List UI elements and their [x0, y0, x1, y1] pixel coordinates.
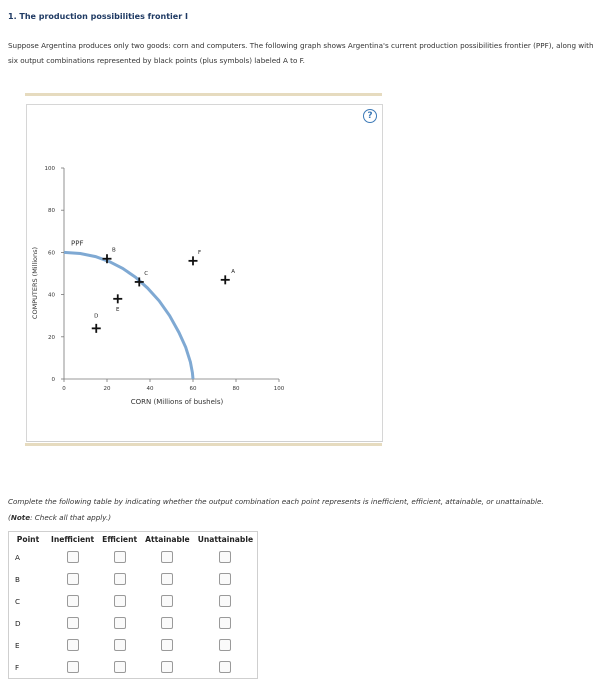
point-label: D — [15, 618, 21, 628]
unattainable-checkbox[interactable] — [219, 639, 231, 651]
efficient-cell — [98, 612, 141, 634]
point-label: A — [15, 552, 20, 562]
y-tick-label: 40 — [48, 292, 55, 299]
inefficient-checkbox[interactable] — [67, 661, 79, 673]
efficient-cell — [98, 568, 141, 590]
inefficient-cell — [47, 568, 98, 590]
point-label: F — [15, 662, 20, 672]
inefficient-cell — [47, 612, 98, 634]
attainable-cell — [141, 634, 194, 656]
efficient-checkbox[interactable] — [114, 639, 126, 651]
attainable-cell — [141, 656, 194, 679]
efficient-checkbox[interactable] — [114, 573, 126, 585]
table-row — [9, 568, 258, 590]
unattainable-checkbox[interactable] — [219, 551, 231, 563]
efficient-cell — [98, 656, 141, 679]
question-intro: Suppose Argentina produces only two goods: corn and computers. The following graph shows Argentina's current production possibilities frontier (PPF), along with six output combinations represented by black points (plus symbols) labeled A to F. — [8, 41, 594, 65]
attainable-checkbox[interactable] — [161, 661, 173, 673]
y-tick-label: 20 — [48, 334, 55, 341]
efficient-checkbox[interactable] — [114, 551, 126, 563]
point-label: C — [15, 596, 21, 606]
ppf-chart — [25, 93, 382, 446]
inefficient-cell — [47, 590, 98, 612]
header-attainable: Attainable — [145, 534, 190, 544]
point-f — [189, 250, 202, 266]
note-label: Note — [10, 513, 31, 522]
attainable-cell — [141, 546, 194, 568]
x-tick-label: 80 — [232, 386, 240, 392]
y-tick-label: 100 — [44, 166, 55, 172]
ppf-curve — [64, 252, 193, 379]
efficient-checkbox[interactable] — [114, 617, 126, 629]
attainable-checkbox[interactable] — [161, 573, 173, 585]
point-label: B — [112, 247, 116, 254]
point-a — [221, 269, 236, 285]
instruction-text: Complete the following table by indicating whether the output combination each point represents is inefficient, efficient, attainable, or unattainable. — [8, 497, 544, 506]
table-row — [9, 546, 258, 568]
efficient-cell — [98, 546, 141, 568]
point-label: A — [231, 268, 236, 275]
inefficient-cell — [47, 546, 98, 568]
inefficient-cell — [47, 634, 98, 656]
efficient-checkbox[interactable] — [114, 661, 126, 673]
graph-panel — [25, 93, 382, 446]
point-label: E — [116, 306, 120, 313]
unattainable-checkbox[interactable] — [219, 661, 231, 673]
attainable-cell — [141, 590, 194, 612]
point-label: B — [15, 574, 20, 584]
unattainable-cell — [194, 612, 258, 634]
ppf-label: PPF — [71, 239, 84, 248]
point-e — [113, 294, 122, 313]
y-tick-label: 80 — [48, 208, 55, 215]
efficient-cell — [98, 634, 141, 656]
note-text: : Check all that apply.) — [30, 513, 112, 522]
attainable-checkbox[interactable] — [161, 617, 173, 629]
y-tick-label: 60 — [48, 250, 55, 257]
attainable-cell — [141, 612, 194, 634]
unattainable-checkbox[interactable] — [219, 595, 231, 607]
unattainable-checkbox[interactable] — [219, 617, 231, 629]
inefficient-checkbox[interactable] — [67, 639, 79, 651]
unattainable-cell — [194, 656, 258, 679]
inefficient-checkbox[interactable] — [67, 573, 79, 585]
classification-table — [8, 531, 258, 679]
inefficient-checkbox[interactable] — [67, 595, 79, 607]
note-open: ( — [8, 513, 11, 522]
point-label: C — [144, 270, 149, 277]
header-efficient: Efficient — [102, 534, 138, 544]
table-header-row — [9, 532, 258, 547]
attainable-checkbox[interactable] — [161, 595, 173, 607]
x-tick-label: 20 — [103, 386, 111, 392]
attainable-cell — [141, 568, 194, 590]
x-tick-label: 100 — [273, 386, 285, 392]
table-row — [9, 590, 258, 612]
unattainable-cell — [194, 568, 258, 590]
unattainable-cell — [194, 546, 258, 568]
x-tick-label: 0 — [62, 386, 66, 392]
y-tick-label: 0 — [51, 377, 55, 383]
x-axis-label: CORN (Millions of bushels) — [130, 398, 224, 406]
inefficient-cell — [47, 656, 98, 679]
y-axis-label: COMPUTERS (Millions) — [31, 246, 39, 320]
table-row — [9, 656, 258, 679]
point-d — [92, 313, 101, 333]
panel-bottom-divider — [25, 443, 382, 446]
table-row — [9, 612, 258, 634]
x-tick-label: 60 — [189, 386, 197, 392]
point-label: E — [15, 640, 20, 650]
attainable-checkbox[interactable] — [161, 639, 173, 651]
help-icon[interactable]: ? — [363, 109, 377, 123]
question-title: 1. The production possibilities frontier I — [8, 12, 188, 21]
table-row — [9, 634, 258, 656]
inefficient-checkbox[interactable] — [67, 617, 79, 629]
unattainable-cell — [194, 634, 258, 656]
x-tick-label: 40 — [146, 386, 154, 392]
point-label: F — [198, 249, 202, 256]
point-label: D — [94, 313, 99, 320]
header-unattainable: Unattainable — [197, 534, 254, 544]
efficient-cell — [98, 590, 141, 612]
efficient-checkbox[interactable] — [114, 595, 126, 607]
attainable-checkbox[interactable] — [161, 551, 173, 563]
unattainable-checkbox[interactable] — [219, 573, 231, 585]
header-point: Point — [16, 534, 40, 544]
header-inefficient: Inefficient — [51, 534, 95, 544]
unattainable-cell — [194, 590, 258, 612]
table-instructions — [8, 494, 600, 526]
inefficient-checkbox[interactable] — [67, 551, 79, 563]
